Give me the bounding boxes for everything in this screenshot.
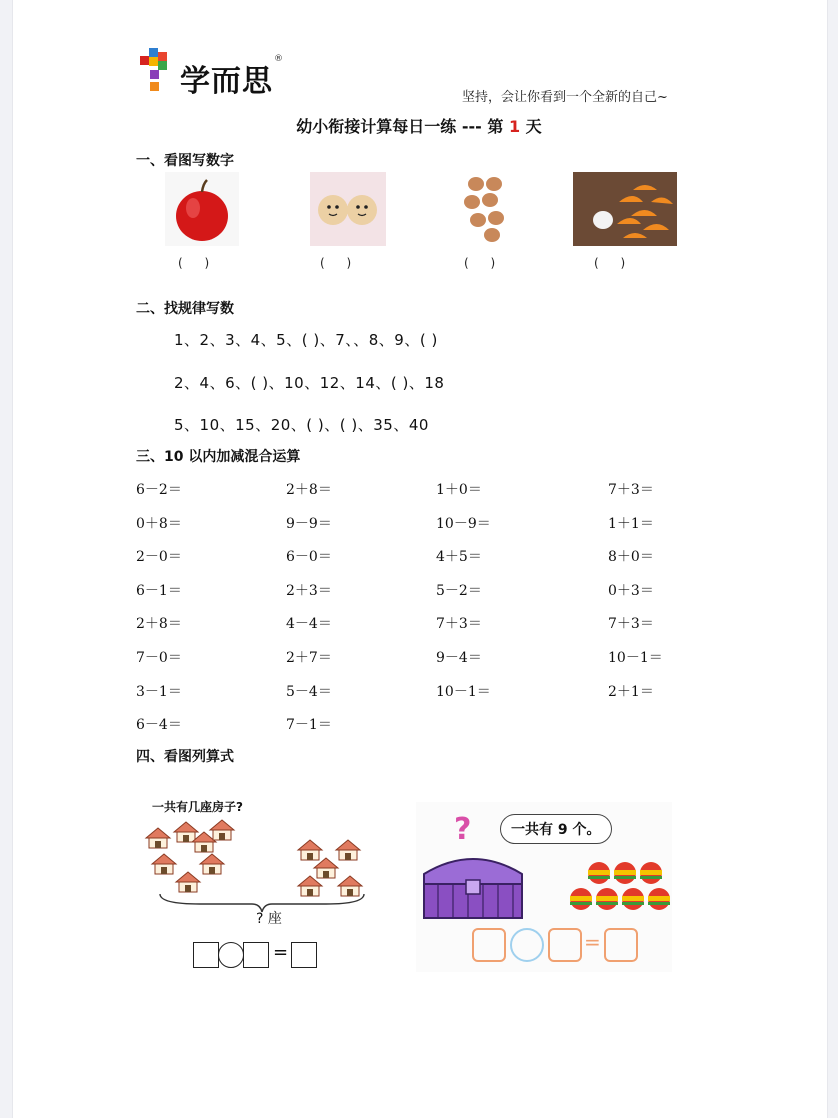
page-title <box>0 114 838 137</box>
registered-mark: ® <box>274 54 283 64</box>
arithmetic-problem: 2＋3＝ <box>286 582 332 599</box>
answer-blank-4[interactable]: ( ) <box>594 256 626 270</box>
arithmetic-problem: 3－1＝ <box>136 683 182 700</box>
arithmetic-problem: 5－4＝ <box>286 683 332 700</box>
sequence-line-1: 1、2、3、4、5、( )、7、、8、9、( ) <box>174 331 438 349</box>
section-heading-3: 三、10 以内加减混合运算 <box>136 449 301 465</box>
arithmetic-problem: 4－4＝ <box>286 616 332 633</box>
treasure-chest-icon <box>418 844 528 924</box>
arithmetic-problem: 2－0＝ <box>136 549 182 566</box>
answer-blank-3[interactable]: ( ) <box>464 256 496 270</box>
houses-equals-sign: = <box>273 942 289 963</box>
arithmetic-problem: 2＋1＝ <box>608 683 654 700</box>
orange-segments-image <box>573 172 677 246</box>
arithmetic-problem: 6－2＝ <box>136 482 182 498</box>
arithmetic-problem: 7－1＝ <box>286 717 332 734</box>
motto-text: 坚持，会让你看到一个全新的自己~ <box>462 90 668 105</box>
speech-bubble: 一共有 9 个。 <box>500 814 612 844</box>
brand-logo-icon <box>140 48 174 98</box>
sequence-line-3: 5、10、15、20、( )、( )、35、40 <box>174 416 429 434</box>
apple-image <box>165 172 239 246</box>
houses-result-box[interactable] <box>291 942 317 968</box>
arithmetic-problem: 7＋3＝ <box>608 616 654 633</box>
arithmetic-problem: 2＋8＝ <box>286 482 332 498</box>
arithmetic-problem: 0＋3＝ <box>608 582 654 599</box>
section-heading-2: 二、找规律写数 <box>136 301 234 317</box>
chest-operator-circle[interactable] <box>510 928 544 962</box>
houses-answer-box-2[interactable] <box>243 942 269 968</box>
arithmetic-problem: 0＋8＝ <box>136 515 182 532</box>
question-mark-icon: ? <box>454 812 472 847</box>
answer-blank-2[interactable]: ( ) <box>320 256 352 270</box>
arithmetic-problem: 1＋1＝ <box>608 515 654 532</box>
chest-equals-sign: = <box>584 930 601 954</box>
houses-unit-label: ? 座 <box>256 911 282 927</box>
house-icon-right-group <box>298 840 362 896</box>
brand-name: 学而思 <box>180 64 273 99</box>
title-day-number: 1 <box>508 117 521 136</box>
section-heading-4: 四、看图列算式 <box>136 749 234 765</box>
arithmetic-problem: 5－2＝ <box>436 582 482 599</box>
arithmetic-problem: 6－1＝ <box>136 582 182 599</box>
arithmetic-problem: 6－4＝ <box>136 717 182 734</box>
arithmetic-problem: 9－4＝ <box>436 650 482 666</box>
title-prefix: 幼小衔接计算每日一练 --- 第 <box>296 117 504 136</box>
arithmetic-problem: 10－1＝ <box>608 650 663 666</box>
chest-result-box[interactable] <box>604 928 638 962</box>
arithmetic-problem: 7－0＝ <box>136 650 182 666</box>
arithmetic-problem: 7＋3＝ <box>436 616 482 633</box>
arithmetic-problem: 2＋8＝ <box>136 616 182 633</box>
answer-blank-1[interactable]: ( ) <box>178 256 210 270</box>
arithmetic-problem: 6－0＝ <box>286 549 332 566</box>
chest-answer-box-1[interactable] <box>472 928 506 962</box>
house-icon-left-group <box>146 820 234 892</box>
arithmetic-problem: 7＋3＝ <box>608 482 654 498</box>
houses-answer-box-1[interactable] <box>193 942 219 968</box>
houses-question: 一共有几座房子? <box>152 800 243 814</box>
arithmetic-problem: 10－1＝ <box>436 683 491 700</box>
section-heading-1: 一、看图写数字 <box>136 153 234 169</box>
arithmetic-problem: 10－9＝ <box>436 515 491 532</box>
colorful-balls-icon <box>566 860 670 916</box>
arithmetic-problem: 2＋7＝ <box>286 650 332 666</box>
arithmetic-problem: 8＋0＝ <box>608 549 654 566</box>
houses-operator-circle[interactable] <box>218 942 244 968</box>
title-suffix: 天 <box>525 117 542 136</box>
sequence-line-2: 2、4、6、( )、10、12、14、( )、18 <box>174 374 445 392</box>
chest-answer-box-2[interactable] <box>548 928 582 962</box>
eggs-image <box>458 172 518 244</box>
arithmetic-problem: 4＋5＝ <box>436 549 482 566</box>
arithmetic-problem: 9－9＝ <box>286 515 332 532</box>
cookies-image <box>310 172 386 246</box>
arithmetic-problem: 1＋0＝ <box>436 482 482 498</box>
